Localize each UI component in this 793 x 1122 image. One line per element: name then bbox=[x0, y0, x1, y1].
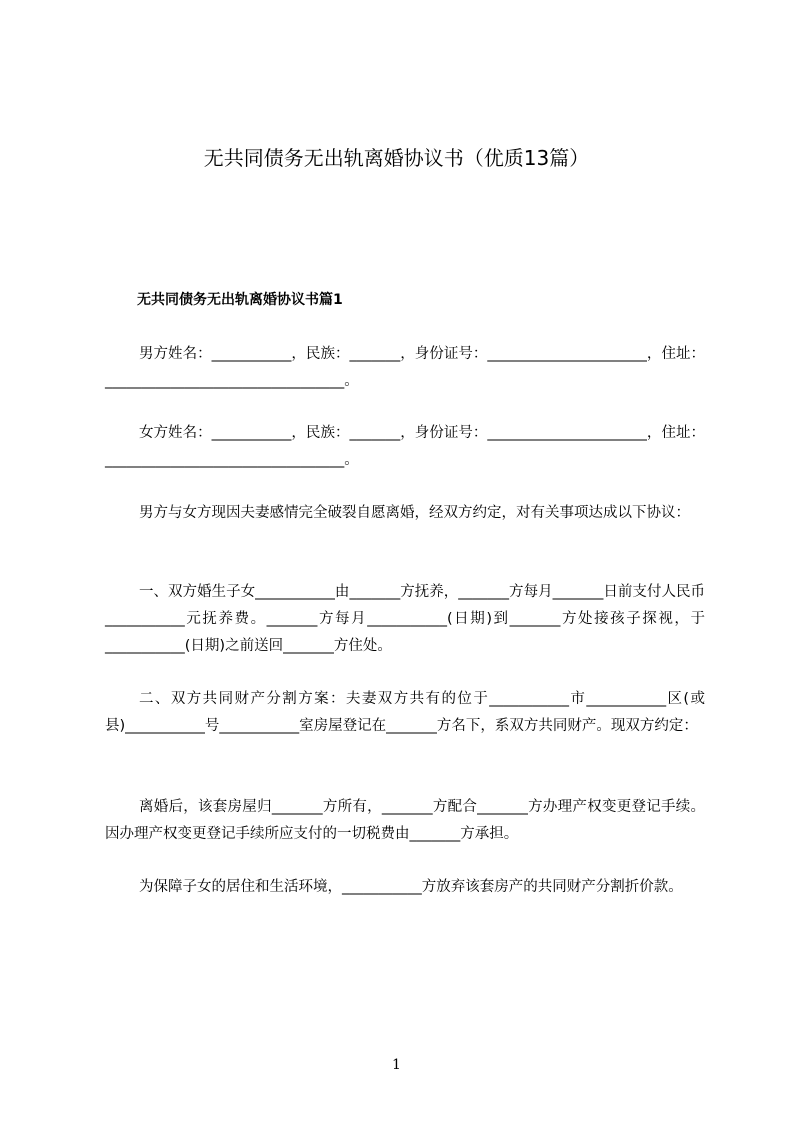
page-number: 1 bbox=[392, 1057, 401, 1073]
child-custody-paragraph: 一、双方婚生子女___________由_______方抚养，_______方每月_______日前支付人民币___________元抚养费。_______方每月___________(日期)到_______方处接孩子探视，于___________(日期)之前送回_______方住处。 bbox=[105, 584, 705, 654]
property-waiver-paragraph: 为保障子女的居住和生活环境，___________方放弃该套房产的共同财产分割折价款。 bbox=[139, 879, 683, 895]
female-party-info-paragraph: 女方姓名：___________，民族：_______，身份证号：______________________，住址：_________________________________。 bbox=[105, 425, 705, 468]
male-party-info-paragraph: 男方姓名：___________，民族：_______，身份证号：______________________，住址：_________________________________。 bbox=[105, 346, 705, 389]
section-heading: 无共同债务无出轨离婚协议书篇1 bbox=[137, 292, 343, 308]
property-division-paragraph: 二、双方共同财产分割方案：夫妻双方共有的位于___________市___________区(或县)___________号___________室房屋登记在_______方名下，系双方共同财产。现双方约定： bbox=[105, 691, 705, 734]
document-title: 无共同债务无出轨离婚协议书（优质13篇） bbox=[203, 146, 590, 170]
house-ownership-paragraph: 离婚后，该套房屋归_______方所有，_______方配合_______方办理产权变更登记手续。因办理产权变更登记手续所应支付的一切税费由_______方承担。 bbox=[105, 799, 705, 842]
agreement-intro-paragraph: 男方与女方现因夫妻感情完全破裂自愿离婚，经双方约定，对有关事项达成以下协议： bbox=[139, 505, 690, 521]
